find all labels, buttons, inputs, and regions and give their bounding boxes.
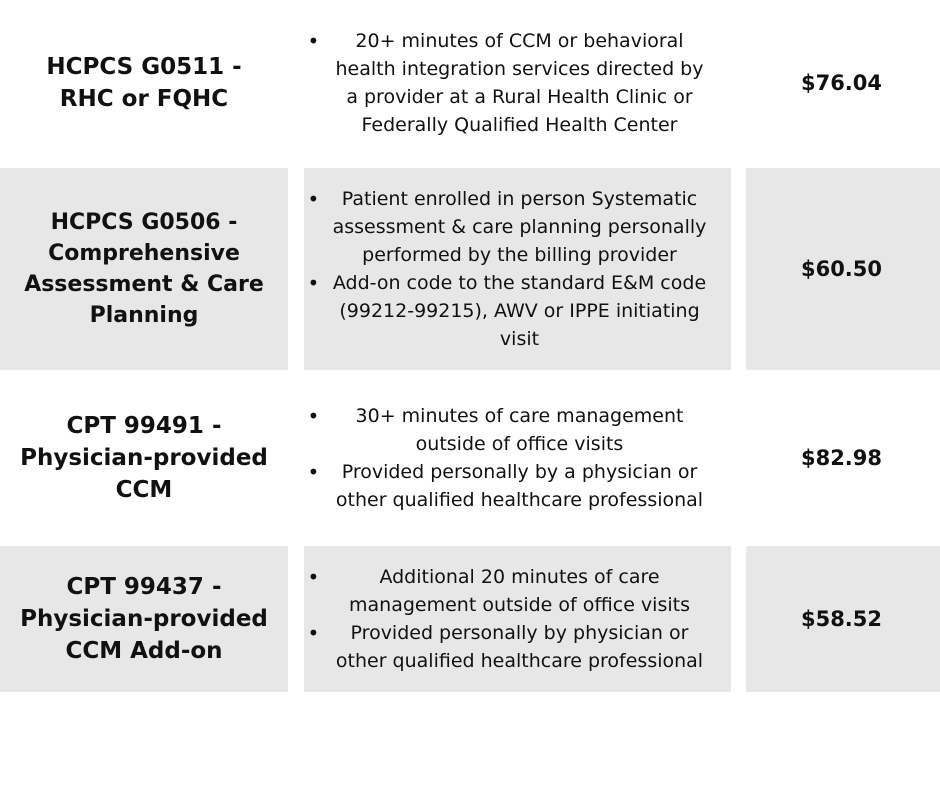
description-item: • Add-on code to the standard E&M code (99212-99215), AWV or IPPE initiating visit <box>328 269 708 353</box>
code-label: HCPCS G0506 - Comprehensive Assessment & Care Planning <box>24 210 264 328</box>
table-row <box>0 370 940 546</box>
price-label: $82.98 <box>800 446 883 470</box>
price-cell <box>746 0 940 166</box>
code-cell <box>0 370 288 546</box>
table-row <box>0 0 940 166</box>
description-list <box>328 402 708 514</box>
table-row <box>0 168 940 370</box>
description-list <box>328 563 708 675</box>
code-cell <box>0 546 288 692</box>
price-label: $60.50 <box>800 257 883 281</box>
code-label: CPT 99437 - Physician-provided CCM Add-on <box>20 574 268 664</box>
description-item: • Provided personally by physician or other qualified healthcare professional <box>328 619 708 675</box>
description-list <box>328 27 708 139</box>
table-row <box>0 546 940 692</box>
description-item: • Additional 20 minutes of care management outside of office visits <box>328 563 708 619</box>
code-cell <box>0 0 288 166</box>
description-cell <box>304 370 731 546</box>
price-label: $58.52 <box>800 607 883 631</box>
price-cell <box>746 546 940 692</box>
code-label: CPT 99491 - Physician-provided CCM <box>20 413 268 503</box>
price-cell <box>746 370 940 546</box>
code-cell <box>0 168 288 370</box>
description-item: • 20+ minutes of CCM or behavioral health integration services directed by a provider at a Rural Health Clinic or Federally Qualified Health Center <box>328 27 708 139</box>
description-item: • 30+ minutes of care management outside of office visits <box>328 402 708 458</box>
description-cell <box>304 546 731 692</box>
description-item: • Provided personally by a physician or other qualified healthcare professional <box>328 458 708 514</box>
description-item: • Patient enrolled in person Systematic assessment & care planning personally performed by the billing provider <box>328 185 708 269</box>
price-label: $76.04 <box>800 71 883 95</box>
description-cell <box>304 0 731 166</box>
description-cell <box>304 168 731 370</box>
description-list <box>328 185 708 353</box>
code-label: HCPCS G0511 - RHC or FQHC <box>46 54 242 112</box>
price-cell <box>746 168 940 370</box>
